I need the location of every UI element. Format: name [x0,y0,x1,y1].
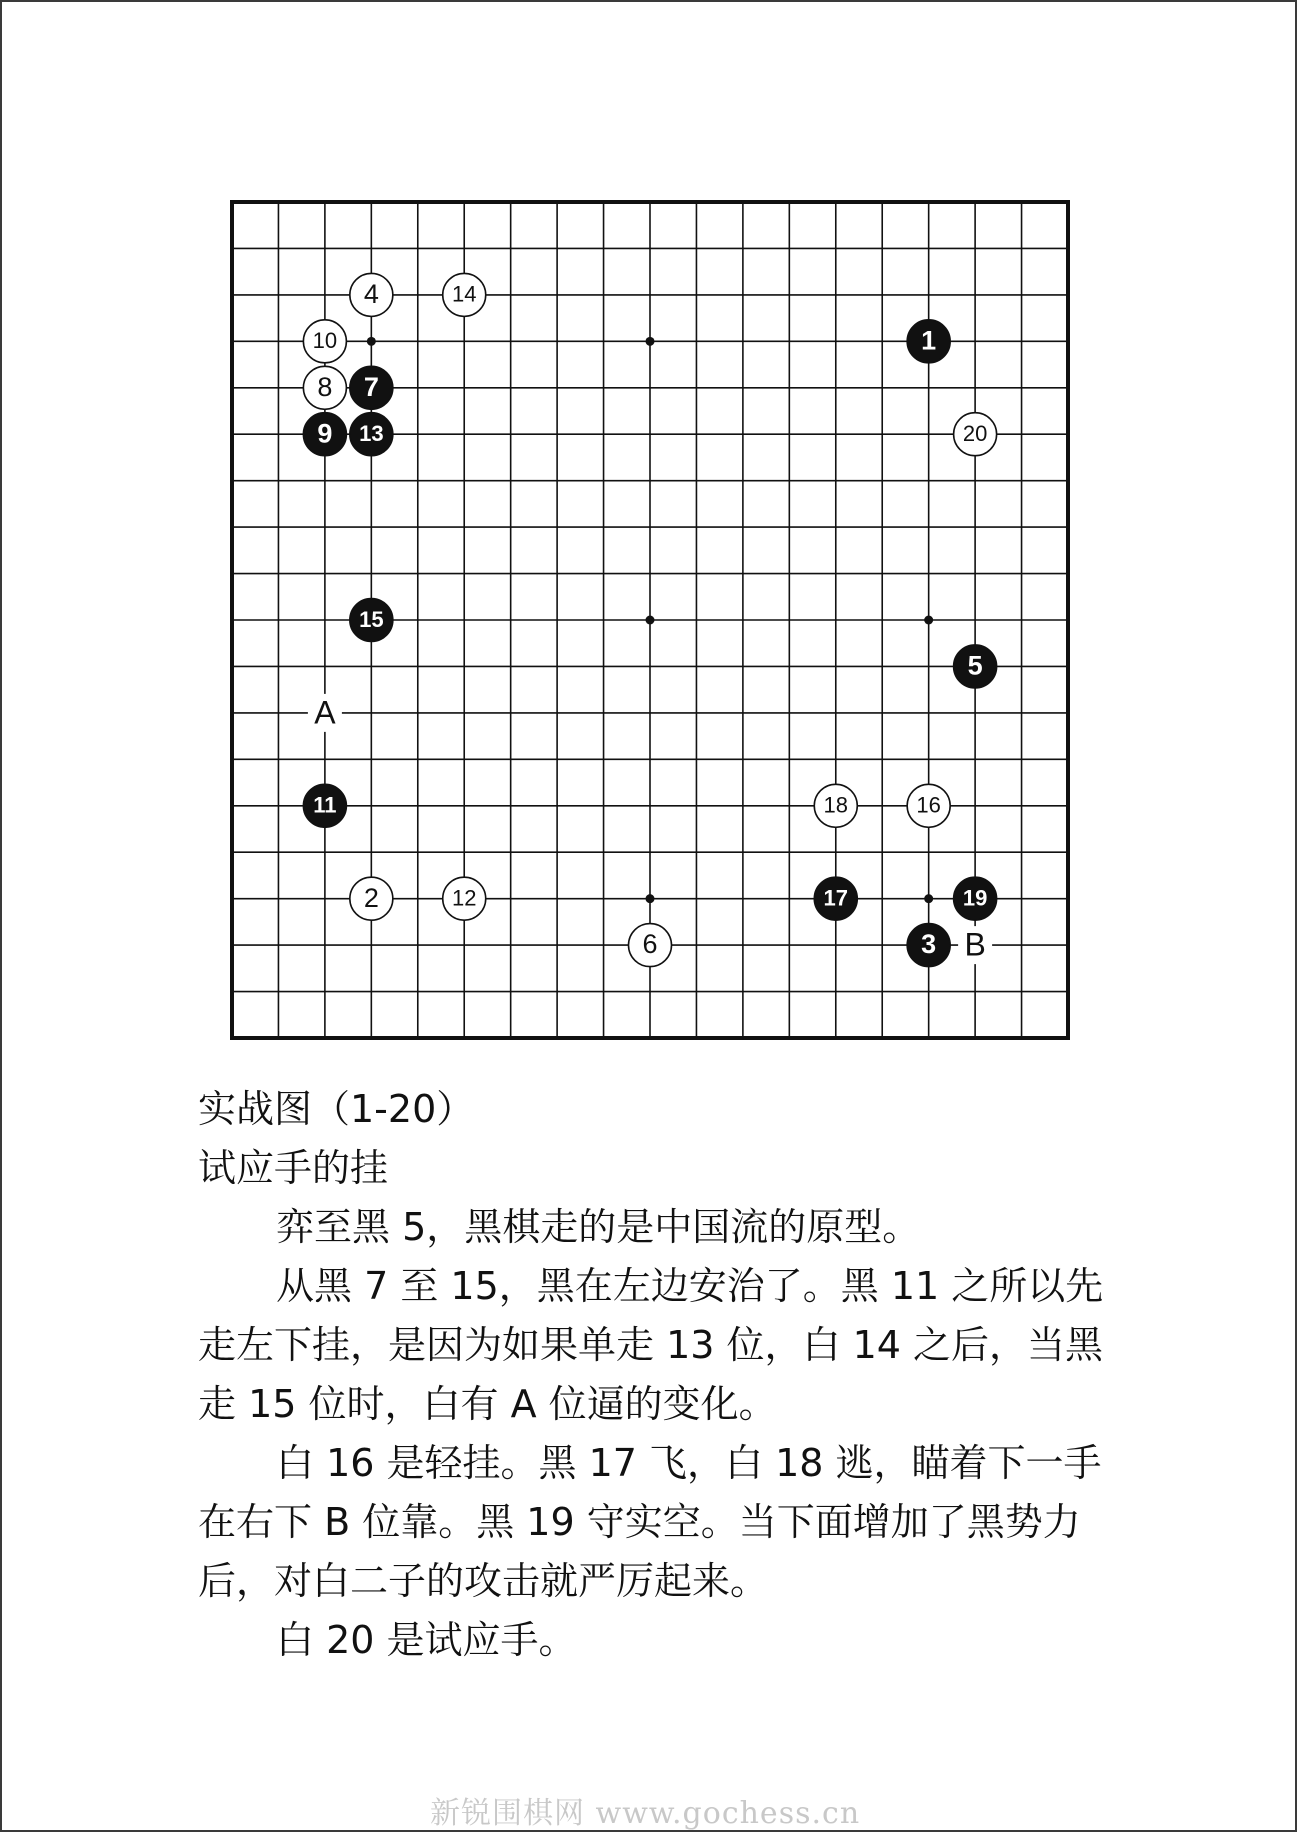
move-number-15: 15 [359,606,384,632]
move-number-8: 8 [317,371,333,402]
watermark: 新锐围棋网 www.gochess.cn [430,1796,861,1831]
mark-A: A [314,694,336,731]
move-number-5: 5 [967,650,983,681]
diagram-subtitle: 试应手的挂 [198,1146,389,1190]
mark-B: B [964,926,986,963]
star-point [367,337,376,346]
caption [198,1080,1118,1670]
paragraph-3: 白 16 是轻挂。黑 17 飞，白 18 逃，瞄着下一手在右下 B 位靠。黑 19 守实空。当下面增加了黑势力后，对白二子的攻击就严厉起来。 [198,1441,1102,1603]
paragraph-1: 弈至黑 5，黑棋走的是中国流的原型。 [276,1205,921,1249]
move-number-12: 12 [451,885,477,911]
move-number-2: 2 [363,882,379,913]
star-point [646,616,655,625]
move-number-20: 20 [962,421,988,447]
move-number-1: 1 [921,325,937,356]
move-number-7: 7 [363,371,379,402]
star-point [924,894,933,903]
move-number-9: 9 [317,418,333,449]
paragraph-2: 从黑 7 至 15，黑在左边安治了。黑 11 之所以先走左下挂，是因为如果单走 13 位，白 14 之后，当黑走 15 位时，白有 A 位逼的变化。 [198,1264,1104,1426]
move-number-16: 16 [916,792,941,818]
move-number-11: 11 [313,792,337,818]
star-point [646,894,655,903]
move-number-3: 3 [921,929,937,960]
move-number-14: 14 [451,281,477,307]
star-point [924,616,933,625]
paragraph-4: 白 20 是试应手。 [276,1618,577,1662]
move-number-17: 17 [823,885,849,911]
move-number-18: 18 [823,792,849,818]
diagram-title: 实战图（1-20） [198,1087,475,1131]
move-number-13: 13 [359,421,384,447]
star-point [646,337,655,346]
go-board-diagram [220,190,1080,1050]
move-number-10: 10 [312,328,338,354]
move-number-19: 19 [962,885,988,911]
move-number-6: 6 [642,929,658,960]
move-number-4: 4 [363,279,379,310]
